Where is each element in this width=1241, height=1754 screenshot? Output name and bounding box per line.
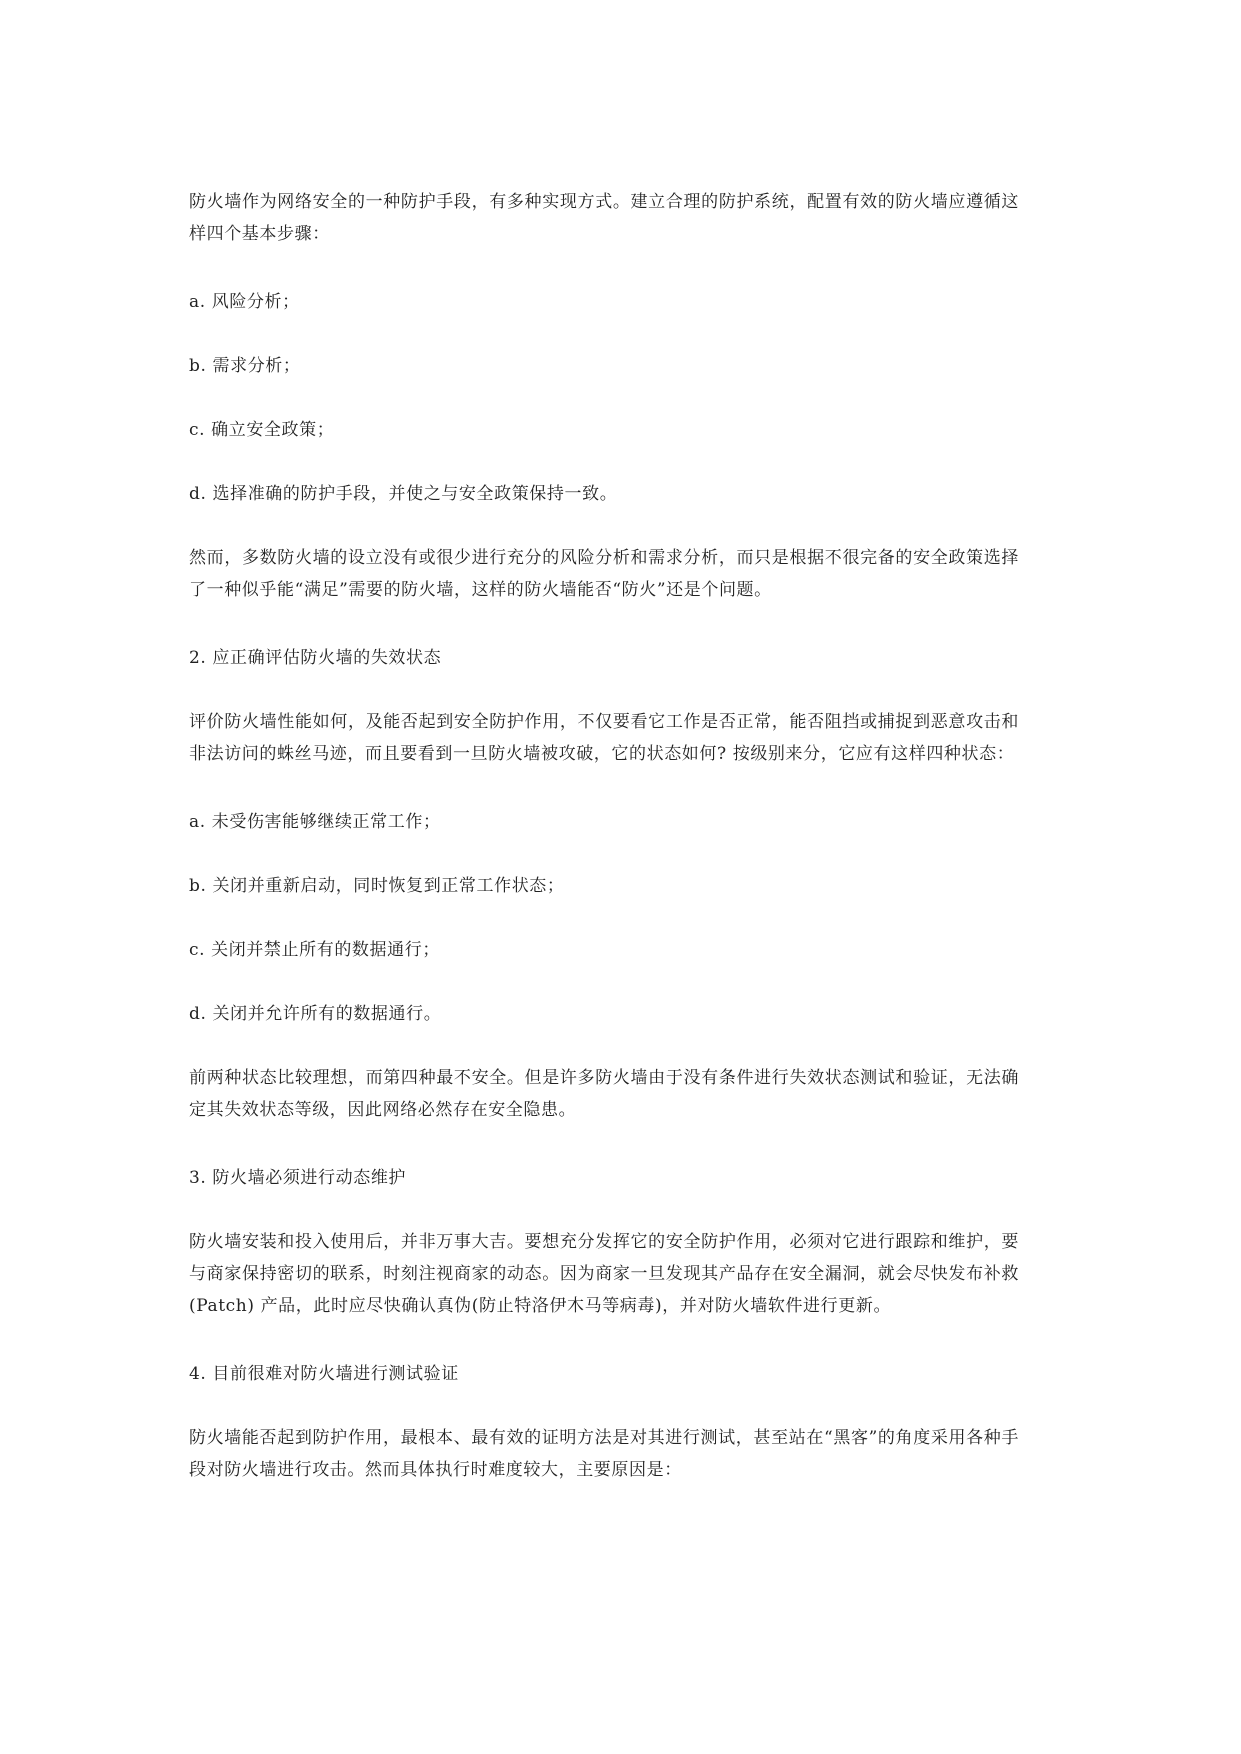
section-3-heading: 3. 防火墙必须进行动态维护 — [189, 1168, 407, 1188]
maintenance-paragraph: 防火墙安装和投入使用后，并非万事大吉。要想充分发挥它的安全防护作用，必须对它进行跟踪和维护，要与商家保持密切的联系，时刻注视商家的动态。因为商家一旦发现其产品存在安全漏洞，就会尽快发布补救(Patch) 产品，此时应尽快确认真伪(防止特洛伊木马等病毒)，并对防火墙软件进行更新。 — [189, 1232, 1019, 1316]
failure-state-paragraph: 评价防火墙性能如何，及能否起到安全防护作用，不仅要看它工作是否正常，能否阻挡或捕捉到恶意攻击和非法访问的蛛丝马迹，而且要看到一旦防火墙被攻破，它的状态如何? 按级别来分，它应有这样四种状态： — [189, 712, 1019, 764]
step-d-item: d. 选择准确的防护手段，并使之与安全政策保持一致。 — [189, 484, 618, 504]
intro-paragraph: 防火墙作为网络安全的一种防护手段，有多种实现方式。建立合理的防护系统，配置有效的防火墙应遵循这样四个基本步骤： — [189, 192, 1019, 244]
state-a-item: a. 未受伤害能够继续正常工作； — [189, 812, 441, 832]
step-a-item: a. 风险分析； — [189, 292, 300, 312]
section-2-heading: 2. 应正确评估防火墙的失效状态 — [189, 648, 442, 668]
risk-analysis-paragraph: 然而，多数防火墙的设立没有或很少进行充分的风险分析和需求分析，而只是根据不很完备的安全政策选择了一种似乎能“满足”需要的防火墙，这样的防火墙能否“防火”还是个问题。 — [189, 548, 1019, 600]
state-c-item: c. 关闭并禁止所有的数据通行； — [189, 940, 440, 960]
state-summary-paragraph: 前两种状态比较理想，而第四种最不安全。但是许多防火墙由于没有条件进行失效状态测试和验证，无法确定其失效状态等级，因此网络必然存在安全隐患。 — [189, 1068, 1019, 1120]
state-d-item: d. 关闭并允许所有的数据通行。 — [189, 1004, 442, 1024]
document-body — [189, 186, 1019, 1522]
state-b-item: b. 关闭并重新启动，同时恢复到正常工作状态； — [189, 876, 565, 896]
section-4-heading: 4. 目前很难对防火墙进行测试验证 — [189, 1364, 459, 1384]
step-c-item: c. 确立安全政策； — [189, 420, 335, 440]
step-b-item: b. 需求分析； — [189, 356, 301, 376]
testing-paragraph: 防火墙能否起到防护作用，最根本、最有效的证明方法是对其进行测试，甚至站在“黑客”的角度采用各种手段对防火墙进行攻击。然而具体执行时难度较大，主要原因是： — [189, 1428, 1019, 1480]
